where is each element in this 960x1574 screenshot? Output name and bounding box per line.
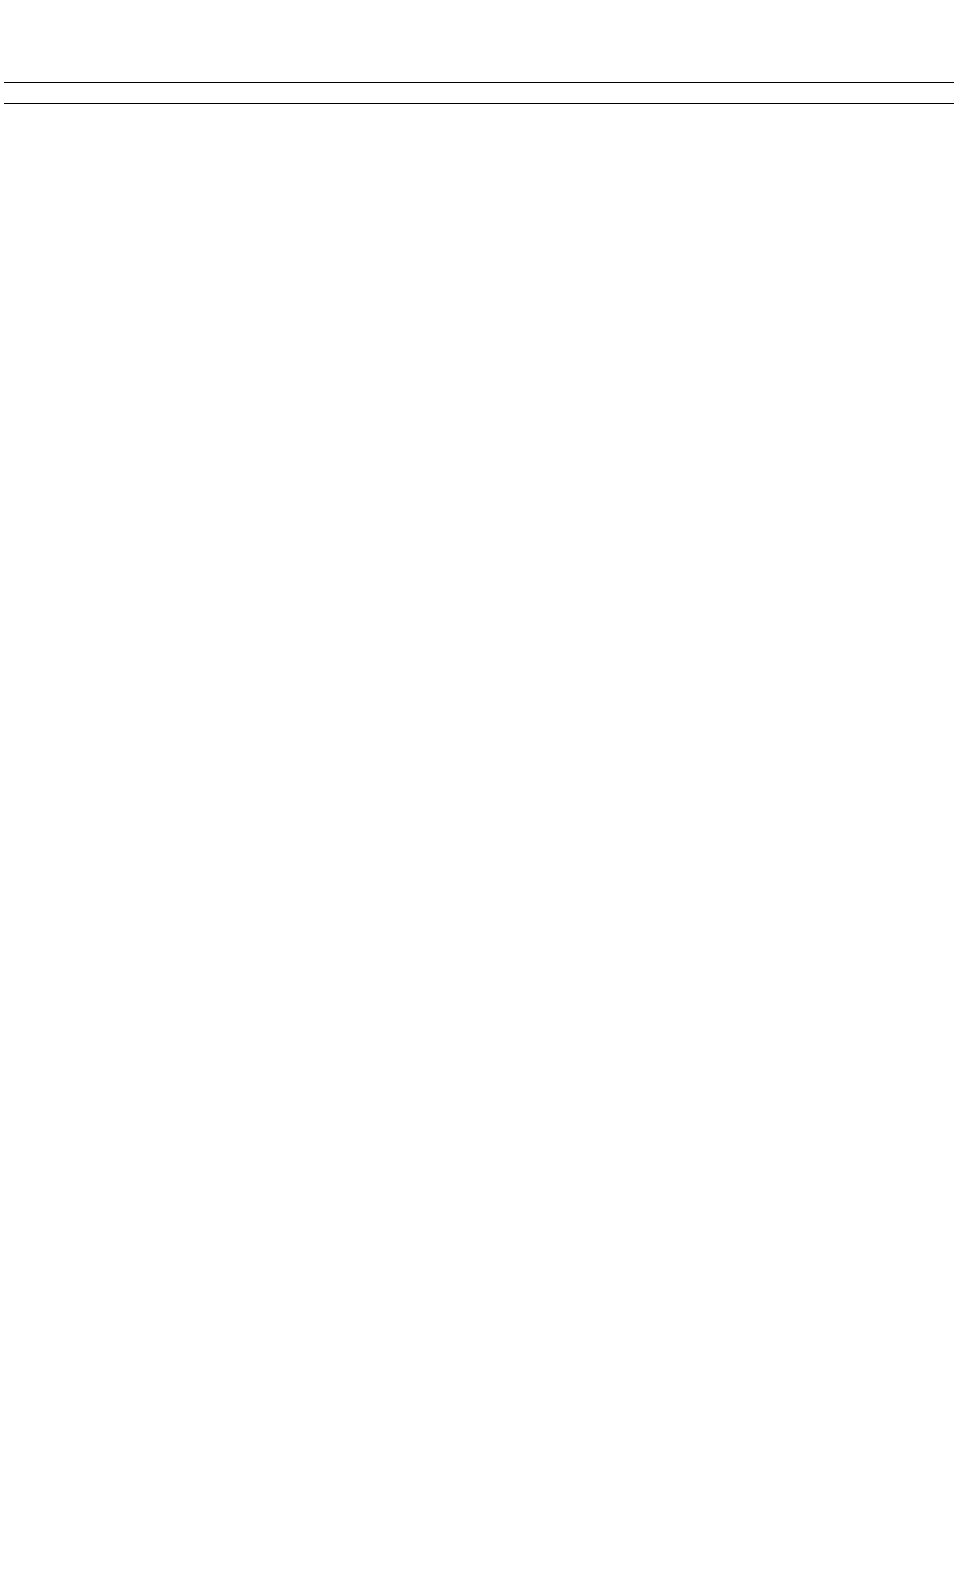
- measurement-table: [0, 104, 960, 1484]
- page-header: [0, 0, 960, 20]
- table-header: [4, 82, 954, 104]
